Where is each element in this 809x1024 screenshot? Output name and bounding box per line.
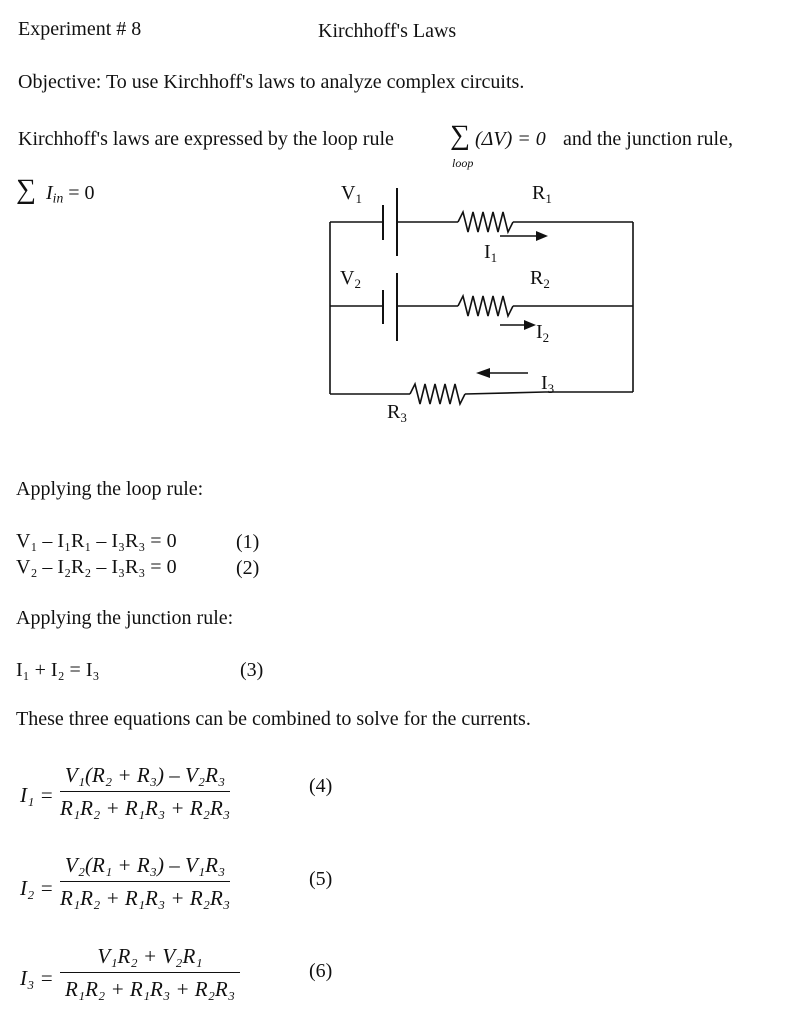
- label-r1: $R_1$: [532, 182, 552, 206]
- arrowhead-i2: [524, 320, 536, 330]
- label-i1: $I_1$: [484, 241, 498, 265]
- sum-symbol-loop: ∑: [450, 120, 470, 151]
- sum-symbol-junction: ∑: [16, 174, 36, 205]
- equation-2-number: (2): [236, 557, 260, 579]
- equation-5-fraction: [60, 853, 230, 911]
- junction-rule-heading: Applying the junction rule:: [16, 607, 234, 629]
- resistor-r2: [458, 296, 513, 316]
- equation-6-number: (6): [309, 960, 333, 982]
- label-i3: $I_3$: [541, 372, 555, 396]
- equation-4-number: (4): [309, 775, 333, 797]
- label-r3: $R_3$: [387, 401, 407, 425]
- label-i2: $I_2$: [536, 321, 550, 345]
- equation-6-numerator: V₁R₂ + V₂R₁: [60, 944, 240, 973]
- equation-1-number: (1): [236, 531, 260, 553]
- intro-middle: and the junction rule,: [563, 128, 733, 150]
- equation-1: V₁ – I₁R₁ – I₃R₃ = 0: [16, 530, 177, 552]
- equation-4-fraction: [60, 763, 230, 821]
- page-title: Kirchhoff's Laws: [318, 20, 457, 42]
- arrowhead-i1: [536, 231, 548, 241]
- equation-4-lhs: I₁ =: [20, 783, 54, 807]
- equation-6-lhs: I₃ =: [20, 966, 54, 990]
- label-v2: $V_2$: [340, 267, 361, 291]
- equation-5-numerator: V₂(R₁ + R₃) – V₁R₃: [60, 853, 230, 882]
- equation-4-numerator: V₁(R₂ + R₃) – V₂R₃: [60, 763, 230, 792]
- equation-6-fraction: [60, 944, 240, 1002]
- equation-2: V₂ – I₂R₂ – I₃R₃ = 0: [16, 556, 177, 578]
- experiment-number: Experiment # 8: [18, 18, 142, 40]
- arrowhead-i3: [476, 368, 490, 378]
- circuit-diagram: [0, 0, 809, 440]
- equation-5-number: (5): [309, 868, 333, 890]
- equation-3: I₁ + I₂ = I₃: [16, 659, 100, 681]
- equation-5-lhs: I₂ =: [20, 876, 54, 900]
- loop-rule: (ΔV) = 0: [475, 128, 546, 150]
- resistor-r1: [458, 212, 513, 232]
- equation-4-denominator: R₁R₂ + R₁R₃ + R₂R₃: [60, 796, 231, 820]
- loop-rule-heading: Applying the loop rule:: [16, 478, 204, 500]
- objective: Objective: To use Kirchhoff's laws to analyze complex circuits.: [18, 71, 525, 93]
- label-r2: $R_2$: [530, 267, 550, 291]
- equation-6-denominator: R₁R₂ + R₁R₃ + R₂R₃: [64, 977, 236, 1001]
- loop-subscript: loop: [452, 156, 474, 170]
- equation-3-number: (3): [240, 659, 264, 681]
- label-v1: $V_1$: [341, 182, 362, 206]
- resistor-r3: [410, 384, 465, 404]
- equation-5-denominator: R₁R₂ + R₁R₃ + R₂R₃: [60, 886, 231, 910]
- combine-text: These three equations can be combined to solve for the currents.: [16, 708, 531, 730]
- junction-rule: $I_{in} = 0$: [46, 182, 95, 206]
- intro-prefix: Kirchhoff's laws are expressed by the loop rule: [18, 128, 394, 150]
